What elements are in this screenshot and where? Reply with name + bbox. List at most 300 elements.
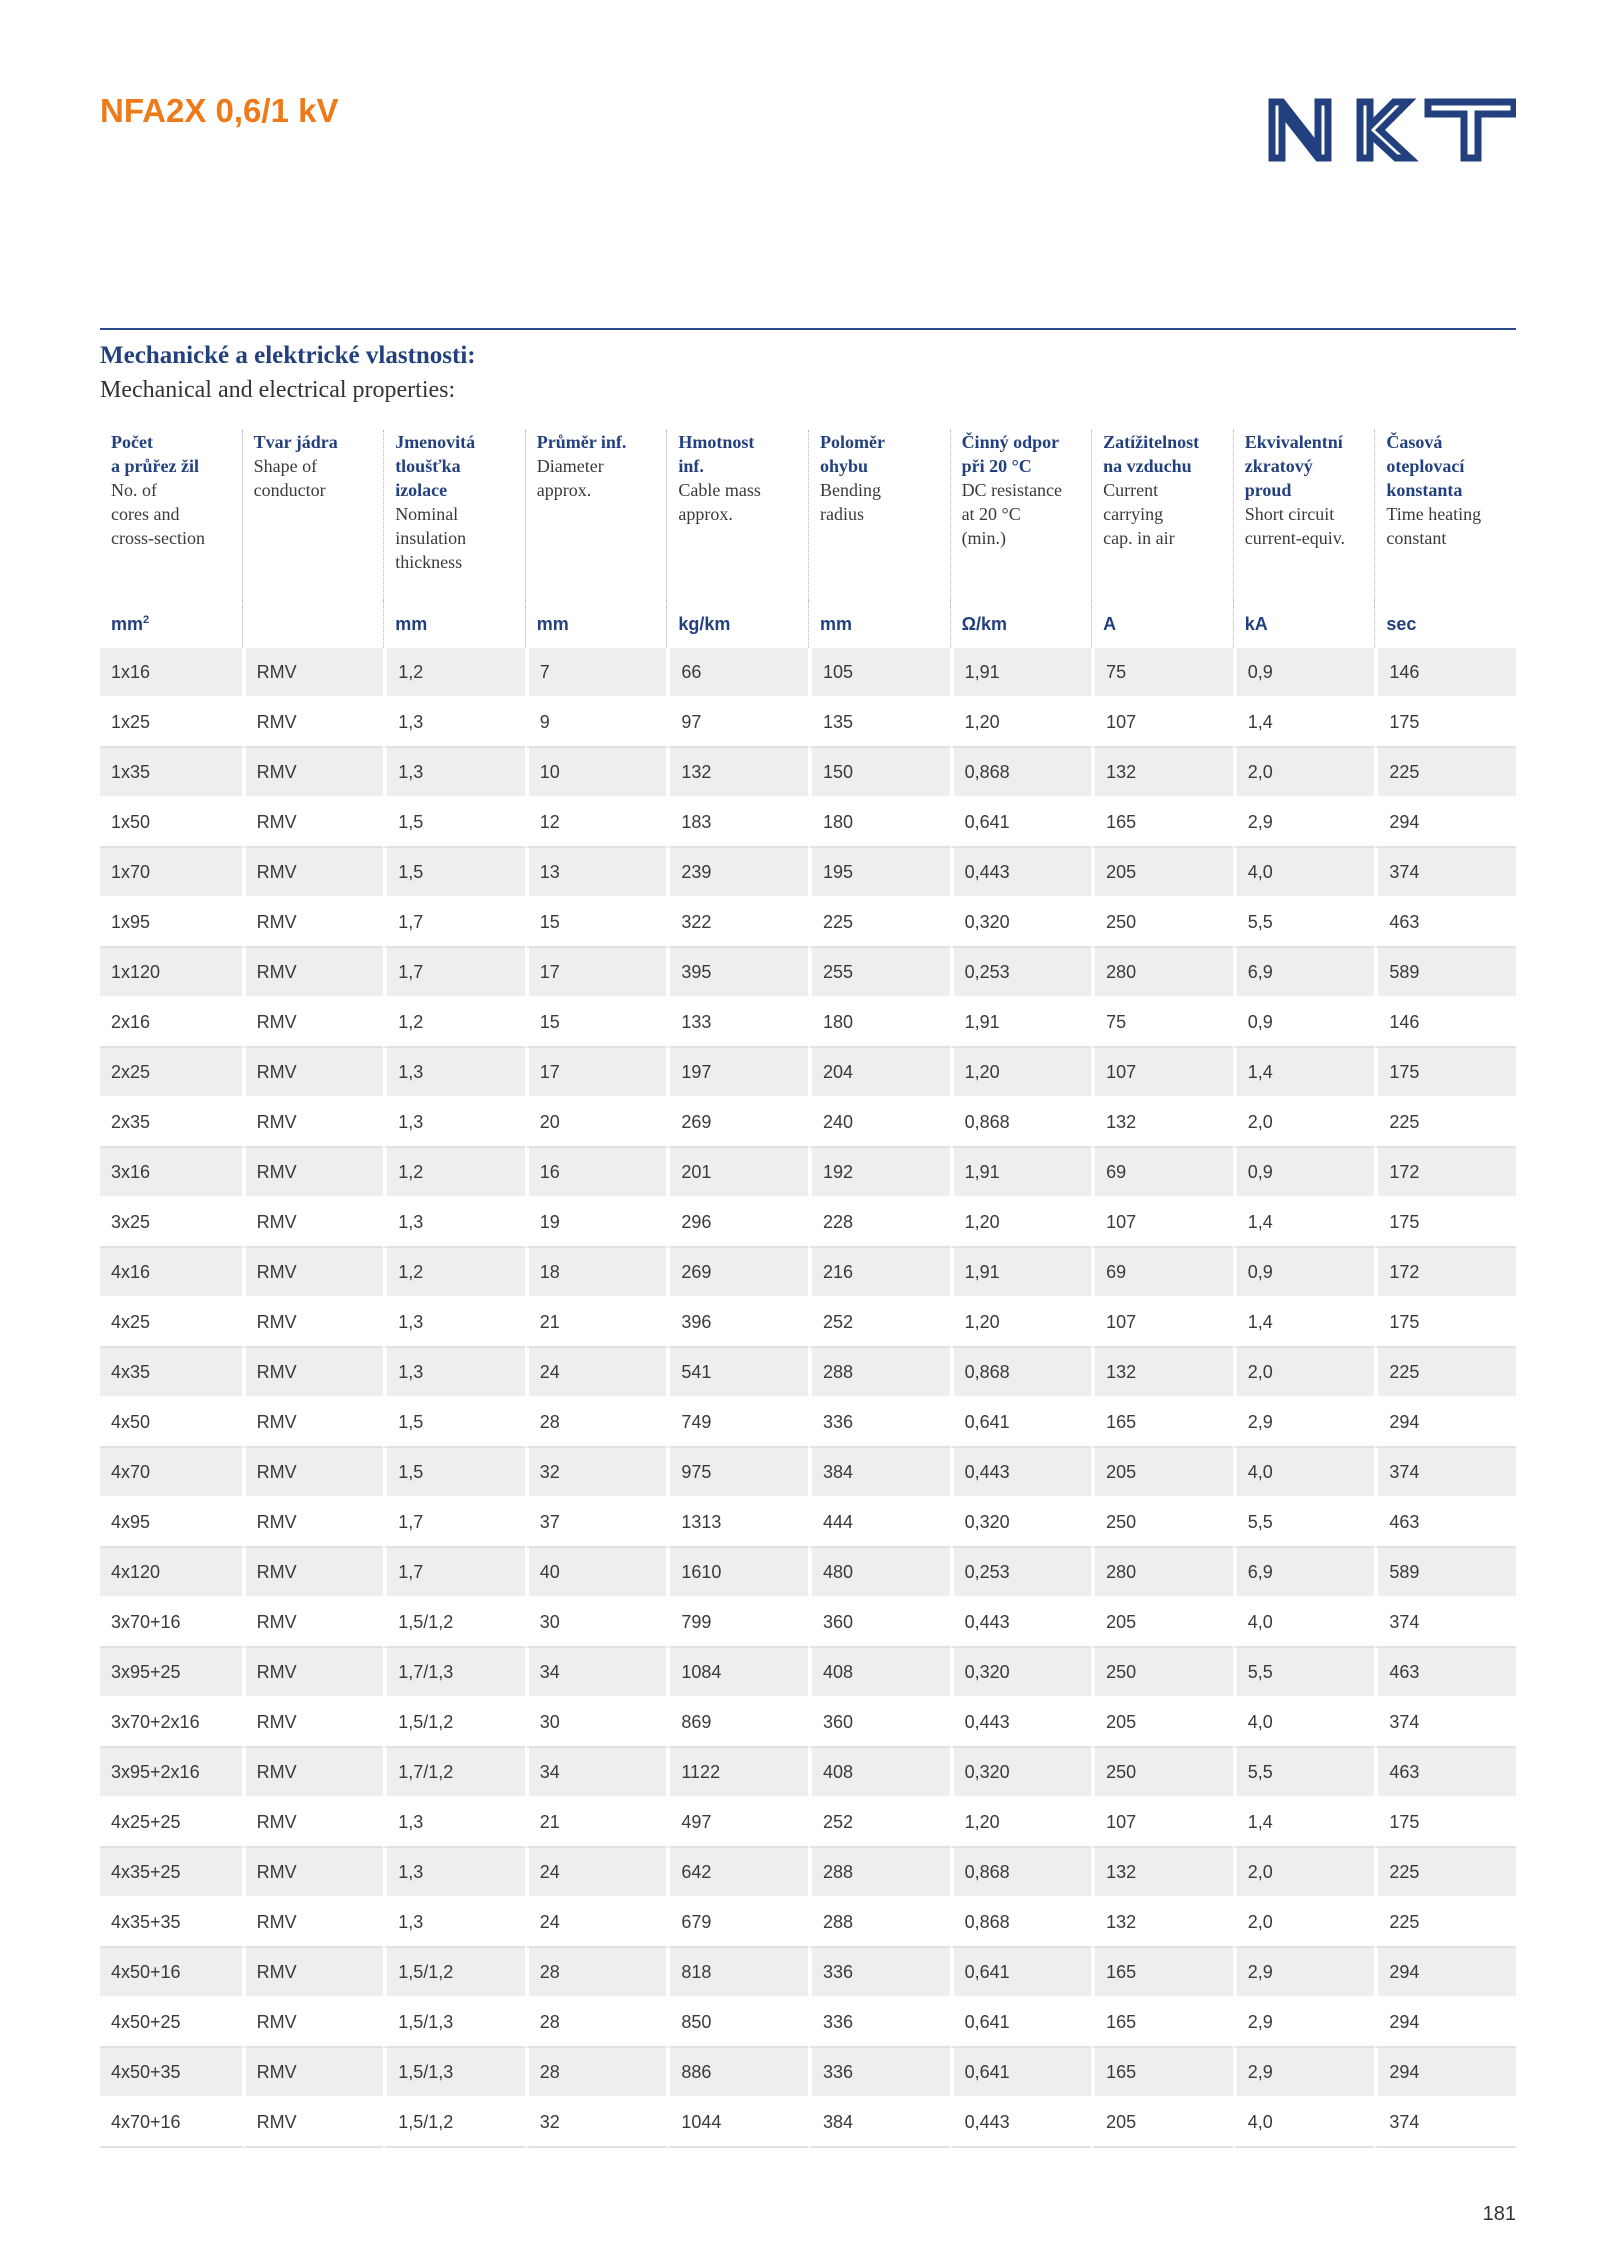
document-title: NFA2X 0,6/1 kV: [100, 92, 339, 129]
table-row: [100, 1848, 1516, 1898]
table-cell: 280: [1091, 948, 1233, 998]
table-cell: 205: [1091, 1598, 1233, 1648]
table-cell: 463: [1374, 1648, 1516, 1698]
table-cell: 32: [525, 1448, 667, 1498]
table-cell: 175: [1374, 1298, 1516, 1348]
table-row: [100, 898, 1516, 948]
table-cell: 195: [808, 848, 950, 898]
table-cell: RMV: [242, 798, 384, 848]
table-cell: 0,9: [1233, 1148, 1375, 1198]
column-header-en-line: Current: [1103, 480, 1159, 500]
column-header: [1091, 430, 1233, 600]
table-row: [100, 1498, 1516, 1548]
table-cell: 374: [1374, 848, 1516, 898]
table-cell: 9: [525, 698, 667, 748]
table-cell: RMV: [242, 1498, 384, 1548]
column-header-cz-line: Průměr inf.: [536, 432, 627, 452]
table-cell: 20: [525, 1098, 667, 1148]
table-cell: 294: [1374, 798, 1516, 848]
table-cell: 225: [1374, 1898, 1516, 1948]
table-cell: 19: [525, 1198, 667, 1248]
table-cell: 10: [525, 748, 667, 798]
table-cell: 201: [666, 1148, 808, 1198]
table-cell: 255: [808, 948, 950, 998]
table-cell: 165: [1091, 1998, 1233, 2048]
table-cell: 2,0: [1233, 1898, 1375, 1948]
column-header-en-line: Cable mass: [678, 480, 761, 500]
table-cell: 4x70: [100, 1448, 242, 1498]
table-cell: 0,320: [950, 1648, 1092, 1698]
table-cell: 1,7: [383, 1548, 525, 1598]
table-cell: 18: [525, 1248, 667, 1298]
table-cell: 0,641: [950, 1998, 1092, 2048]
table-cell: 1313: [666, 1498, 808, 1548]
table-cell: 240: [808, 1098, 950, 1148]
table-cell: 6,9: [1233, 1548, 1375, 1598]
table-cell: 165: [1091, 798, 1233, 848]
table-cell: 165: [1091, 1398, 1233, 1448]
column-unit: [1374, 600, 1516, 648]
column-header: [666, 430, 808, 600]
table-cell: RMV: [242, 648, 384, 698]
table-cell: 40: [525, 1548, 667, 1598]
table-cell: 1,5/1,2: [383, 1948, 525, 1998]
table-cell: 107: [1091, 698, 1233, 748]
table-cell: 374: [1374, 1598, 1516, 1648]
table-cell: 2x16: [100, 998, 242, 1048]
table-cell: 1x120: [100, 948, 242, 998]
column-header-cz-line: oteplovací: [1386, 456, 1465, 476]
table-cell: 2,0: [1233, 1098, 1375, 1148]
table-row: [100, 948, 1516, 998]
table-cell: 1,7: [383, 898, 525, 948]
table-cell: 204: [808, 1048, 950, 1098]
table-row: [100, 698, 1516, 748]
table-cell: 1,5/1,2: [383, 1598, 525, 1648]
table-cell: 336: [808, 1998, 950, 2048]
table-cell: 69: [1091, 1148, 1233, 1198]
table-cell: 269: [666, 1248, 808, 1298]
table-cell: 3x25: [100, 1198, 242, 1248]
column-header-en-line: cores and: [111, 504, 180, 524]
table-cell: 1x70: [100, 848, 242, 898]
table-cell: 336: [808, 1398, 950, 1448]
table-cell: 1,5/1,3: [383, 2048, 525, 2098]
table-cell: 497: [666, 1798, 808, 1848]
column-header-cz-line: a průřez žil: [111, 456, 199, 476]
table-cell: 1x35: [100, 748, 242, 798]
column-unit: [666, 600, 808, 648]
table-cell: 0,253: [950, 1548, 1092, 1598]
column-header-en-line: carrying: [1103, 504, 1164, 524]
table-cell: 384: [808, 2098, 950, 2148]
column-header-en-line: (min.): [961, 528, 1007, 548]
column-header-cz-line: proud: [1244, 480, 1292, 500]
table-cell: 183: [666, 798, 808, 848]
table-cell: 4x35+25: [100, 1848, 242, 1898]
table-cell: RMV: [242, 1248, 384, 1298]
column-header-en-line: current-equiv.: [1244, 528, 1346, 548]
column-unit: [383, 600, 525, 648]
table-cell: 28: [525, 1998, 667, 2048]
column-header-cz-line: Poloměr: [819, 432, 885, 452]
table-cell: 15: [525, 898, 667, 948]
table-cell: 1,5: [383, 798, 525, 848]
table-cell: 322: [666, 898, 808, 948]
table-cell: 4x35: [100, 1348, 242, 1398]
column-header-cz-line: na vzduchu: [1103, 456, 1192, 476]
table-cell: 4x16: [100, 1248, 242, 1298]
column-unit: [1091, 600, 1233, 648]
table-cell: 32: [525, 2098, 667, 2148]
table-row: [100, 1098, 1516, 1148]
table-cell: 1,4: [1233, 1048, 1375, 1098]
table-cell: RMV: [242, 1298, 384, 1348]
table-cell: 4x25: [100, 1298, 242, 1348]
properties-table: [100, 430, 1516, 2148]
table-cell: 16: [525, 1148, 667, 1198]
table-cell: 294: [1374, 1998, 1516, 2048]
unit-label: A: [1103, 613, 1117, 634]
table-cell: 975: [666, 1448, 808, 1498]
column-header-cz-line: Hmotnost: [678, 432, 755, 452]
table-cell: 250: [1091, 1748, 1233, 1798]
column-header-en-line: cap. in air: [1103, 528, 1175, 548]
column-header: [1233, 430, 1375, 600]
table-cell: 1,20: [950, 1048, 1092, 1098]
table-cell: 5,5: [1233, 1498, 1375, 1548]
table-cell: 165: [1091, 2048, 1233, 2098]
column-header-cz-line: izolace: [395, 480, 448, 500]
table-cell: 1x50: [100, 798, 242, 848]
unit-label: kg/km: [678, 613, 731, 634]
table-cell: 1,5: [383, 848, 525, 898]
table-row: [100, 2098, 1516, 2148]
table-cell: 132: [666, 748, 808, 798]
unit-label: sec: [1386, 613, 1417, 634]
table-cell: 463: [1374, 1748, 1516, 1798]
table-cell: 250: [1091, 1648, 1233, 1698]
table-cell: 0,320: [950, 1748, 1092, 1798]
table-cell: 69: [1091, 1248, 1233, 1298]
table-cell: 132: [1091, 1098, 1233, 1148]
table-cell: 4x35+35: [100, 1898, 242, 1948]
table-cell: 1122: [666, 1748, 808, 1798]
table-cell: 396: [666, 1298, 808, 1348]
table-cell: 1,4: [1233, 1798, 1375, 1848]
table-cell: 2,9: [1233, 1948, 1375, 1998]
table-cell: 2x25: [100, 1048, 242, 1098]
table-cell: 4x50+16: [100, 1948, 242, 1998]
table-cell: 749: [666, 1398, 808, 1448]
table-row: [100, 1648, 1516, 1698]
table-cell: 5,5: [1233, 1648, 1375, 1698]
table-cell: 28: [525, 1398, 667, 1448]
table-cell: 4,0: [1233, 1598, 1375, 1648]
column-header-cz-line: Jmenovitá: [395, 432, 476, 452]
table-cell: 17: [525, 948, 667, 998]
column-header-cz-line: Počet: [111, 432, 153, 452]
table-cell: 1,91: [950, 648, 1092, 698]
table-cell: 384: [808, 1448, 950, 1498]
table-cell: 1,4: [1233, 698, 1375, 748]
table-cell: 1,2: [383, 648, 525, 698]
table-cell: 0,443: [950, 1598, 1092, 1648]
table-cell: 408: [808, 1748, 950, 1798]
column-header-en-line: cross-section: [111, 528, 205, 548]
column-header-en-line: approx.: [536, 480, 592, 500]
table-cell: 6,9: [1233, 948, 1375, 998]
table-cell: 3x16: [100, 1148, 242, 1198]
column-header: [242, 430, 384, 600]
table-row: [100, 1798, 1516, 1848]
table-cell: 4x70+16: [100, 2098, 242, 2148]
section-subtitle: Mechanical and electrical properties:: [100, 377, 456, 403]
table-cell: 1x16: [100, 648, 242, 698]
table-cell: 0,443: [950, 1698, 1092, 1748]
table-cell: RMV: [242, 998, 384, 1048]
table-cell: 1044: [666, 2098, 808, 2148]
table-row: [100, 1698, 1516, 1748]
table-cell: 0,641: [950, 2048, 1092, 2098]
table-cell: 0,443: [950, 2098, 1092, 2148]
table-cell: 374: [1374, 1698, 1516, 1748]
table-cell: RMV: [242, 1948, 384, 1998]
table-cell: 2,9: [1233, 2048, 1375, 2098]
table-row: [100, 1598, 1516, 1648]
table-cell: 3x95+25: [100, 1648, 242, 1698]
table-cell: 1,3: [383, 1098, 525, 1148]
table-cell: RMV: [242, 948, 384, 998]
table-cell: 679: [666, 1898, 808, 1948]
table-cell: 1,4: [1233, 1298, 1375, 1348]
table-cell: 280: [1091, 1548, 1233, 1598]
table-body: [100, 648, 1516, 2148]
table-cell: RMV: [242, 1098, 384, 1148]
table-cell: 0,443: [950, 848, 1092, 898]
column-header-en-line: Time heating: [1386, 504, 1482, 524]
table-cell: 28: [525, 1948, 667, 1998]
column-header-en-line: approx.: [678, 504, 733, 524]
unit-label: mm: [536, 613, 569, 634]
table-row: [100, 748, 1516, 798]
table-cell: 336: [808, 1948, 950, 1998]
table-cell: 175: [1374, 1198, 1516, 1248]
table-cell: RMV: [242, 1448, 384, 1498]
column-header-cz-line: tloušťka: [395, 456, 461, 476]
table-cell: 1,5/1,2: [383, 2098, 525, 2148]
table-row: [100, 1348, 1516, 1398]
table-cell: 172: [1374, 1148, 1516, 1198]
table-cell: 0,641: [950, 798, 1092, 848]
column-header-en-line: Nominal: [395, 504, 459, 524]
table-cell: 2,0: [1233, 1348, 1375, 1398]
table-cell: 17: [525, 1048, 667, 1098]
table-cell: 12: [525, 798, 667, 848]
table-cell: 1,3: [383, 1348, 525, 1398]
unit-label: mm: [819, 613, 852, 634]
table-cell: 24: [525, 1898, 667, 1948]
table-cell: RMV: [242, 898, 384, 948]
table-cell: 294: [1374, 1398, 1516, 1448]
table-cell: 180: [808, 798, 950, 848]
page-number: 181: [1482, 2203, 1516, 2225]
table-cell: RMV: [242, 1198, 384, 1248]
table-cell: RMV: [242, 1648, 384, 1698]
table-cell: 175: [1374, 1798, 1516, 1848]
table-cell: 1,7: [383, 948, 525, 998]
table-row: [100, 1948, 1516, 1998]
table-cell: 288: [808, 1348, 950, 1398]
column-header-en-line: Bending: [819, 480, 881, 500]
table-cell: RMV: [242, 1148, 384, 1198]
table-cell: 1,20: [950, 1798, 1092, 1848]
table-cell: RMV: [242, 1398, 384, 1448]
table-cell: 0,868: [950, 1348, 1092, 1398]
table-cell: RMV: [242, 1998, 384, 2048]
unit-label: kA: [1244, 613, 1268, 634]
table-cell: 4x25+25: [100, 1798, 242, 1848]
table-cell: 1,91: [950, 998, 1092, 1048]
table-cell: 0,641: [950, 1398, 1092, 1448]
table-cell: 480: [808, 1548, 950, 1598]
table-cell: 642: [666, 1848, 808, 1898]
table-cell: 360: [808, 1598, 950, 1648]
table-cell: 1,3: [383, 748, 525, 798]
table-cell: 7: [525, 648, 667, 698]
table-cell: 360: [808, 1698, 950, 1748]
table-cell: 0,320: [950, 898, 1092, 948]
table-cell: 0,9: [1233, 648, 1375, 698]
table-row: [100, 1398, 1516, 1448]
table-cell: 1,3: [383, 1048, 525, 1098]
table-cell: 107: [1091, 1048, 1233, 1098]
table-cell: RMV: [242, 1798, 384, 1848]
table-cell: 395: [666, 948, 808, 998]
table-cell: 4x50+35: [100, 2048, 242, 2098]
table-cell: 818: [666, 1948, 808, 1998]
table-cell: 4,0: [1233, 1448, 1375, 1498]
table-cell: 1084: [666, 1648, 808, 1698]
table-cell: 1,7/1,2: [383, 1748, 525, 1798]
table-row: [100, 1198, 1516, 1248]
column-header-en-line: radius: [819, 504, 864, 524]
table-cell: RMV: [242, 1348, 384, 1398]
table-cell: 294: [1374, 2048, 1516, 2098]
table-cell: 589: [1374, 948, 1516, 998]
table-cell: 5,5: [1233, 1748, 1375, 1798]
table-cell: 66: [666, 648, 808, 698]
table-cell: 0,868: [950, 1898, 1092, 1948]
table-cell: 336: [808, 2048, 950, 2098]
column-header: [950, 430, 1092, 600]
column-header: [525, 430, 667, 600]
table-row: [100, 1448, 1516, 1498]
table-row: [100, 798, 1516, 848]
table-header-row: [100, 430, 1516, 600]
table-cell: 132: [1091, 748, 1233, 798]
table-cell: 374: [1374, 1448, 1516, 1498]
table-cell: 34: [525, 1748, 667, 1798]
table-cell: 132: [1091, 1348, 1233, 1398]
table-cell: 216: [808, 1248, 950, 1298]
table-cell: 250: [1091, 1498, 1233, 1548]
table-cell: 1,5/1,3: [383, 1998, 525, 2048]
column-header-en-line: thickness: [395, 552, 463, 572]
table-cell: 1,3: [383, 1798, 525, 1848]
table-cell: 1,7/1,3: [383, 1648, 525, 1698]
table-cell: 1,2: [383, 998, 525, 1048]
table-cell: RMV: [242, 848, 384, 898]
table-cell: 225: [1374, 1348, 1516, 1398]
table-cell: 172: [1374, 1248, 1516, 1298]
table-cell: 3x70+16: [100, 1598, 242, 1648]
table-cell: 269: [666, 1098, 808, 1148]
table-cell: RMV: [242, 1898, 384, 1948]
table-cell: RMV: [242, 2098, 384, 2148]
table-cell: 197: [666, 1048, 808, 1098]
table-cell: 225: [1374, 1848, 1516, 1898]
table-units-row: [100, 600, 1516, 648]
table-cell: 107: [1091, 1298, 1233, 1348]
table-cell: 13: [525, 848, 667, 898]
table-cell: 175: [1374, 698, 1516, 748]
table-cell: 2,0: [1233, 1848, 1375, 1898]
table-cell: 1,3: [383, 1198, 525, 1248]
table-cell: 4,0: [1233, 1698, 1375, 1748]
table-cell: 250: [1091, 898, 1233, 948]
column-header-en-line: Diameter: [536, 456, 604, 476]
column-header-cz-line: inf.: [678, 456, 704, 476]
table-cell: 228: [808, 1198, 950, 1248]
table-cell: 1,7: [383, 1498, 525, 1548]
column-header-cz-line: Činný odpor: [961, 432, 1060, 452]
table-row: [100, 2048, 1516, 2098]
table-cell: 4x50: [100, 1398, 242, 1448]
column-header-en-line: Shape of: [253, 456, 318, 476]
column-header-en-line: at 20 °C: [961, 504, 1021, 524]
table-cell: 105: [808, 648, 950, 698]
table-cell: 1,20: [950, 1198, 1092, 1248]
table-cell: 97: [666, 698, 808, 748]
table-cell: 1,3: [383, 698, 525, 748]
table-cell: RMV: [242, 698, 384, 748]
table-cell: 205: [1091, 1448, 1233, 1498]
table-cell: 205: [1091, 2098, 1233, 2148]
table-cell: 1,3: [383, 1898, 525, 1948]
table-cell: 294: [1374, 1948, 1516, 1998]
table-cell: 799: [666, 1598, 808, 1648]
table-cell: 165: [1091, 1948, 1233, 1998]
column-header-cz-line: Zatížitelnost: [1103, 432, 1200, 452]
table-cell: 2x35: [100, 1098, 242, 1148]
table-cell: 30: [525, 1698, 667, 1748]
table-cell: 0,868: [950, 1098, 1092, 1148]
table-cell: 1,20: [950, 1298, 1092, 1348]
column-header-cz-line: konstanta: [1386, 480, 1463, 500]
table-row: [100, 1998, 1516, 2048]
column-header: [383, 430, 525, 600]
table-cell: 0,868: [950, 1848, 1092, 1898]
table-cell: 107: [1091, 1798, 1233, 1848]
table-cell: 225: [1374, 748, 1516, 798]
table-cell: RMV: [242, 2048, 384, 2098]
table-cell: 288: [808, 1848, 950, 1898]
table-row: [100, 1548, 1516, 1598]
table-cell: 4x120: [100, 1548, 242, 1598]
column-header-en-line: constant: [1386, 528, 1447, 548]
table-cell: 135: [808, 698, 950, 748]
